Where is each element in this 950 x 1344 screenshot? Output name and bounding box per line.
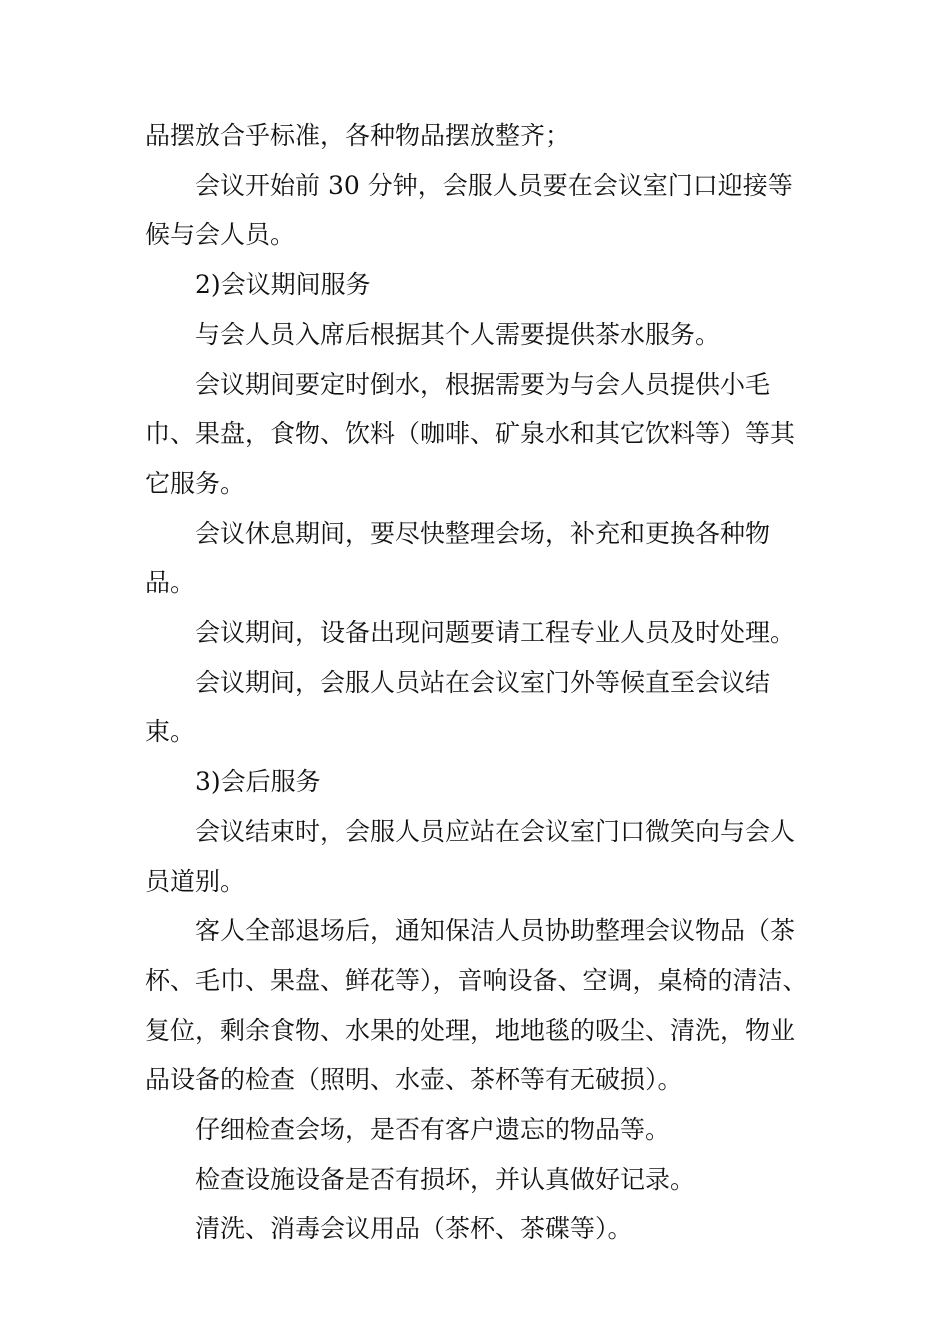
document-body [145, 111, 815, 1254]
paragraph-tea-service: 与会人员入席后根据其个人需要提供茶水服务。 [195, 319, 721, 349]
paragraph-continuation: 品摆放合乎标准，各种物品摆放整齐； [145, 121, 571, 150]
paragraph-farewell: 会议结束时，会服人员应站在会议室门口微笑向与会人员道别。 [145, 816, 796, 896]
paragraph-disinfect: 清洗、消毒会议用品（茶杯、茶碟等）。 [195, 1214, 633, 1244]
paragraph-equipment-issues: 会议期间，设备出现问题要请工程专业人员及时处理。 [195, 618, 796, 648]
paragraph-staff-waiting: 会议期间，会服人员站在会议室门外等候直至会议结束。 [145, 667, 771, 747]
paragraph-check-facilities: 检查设施设备是否有损坏，并认真做好记录。 [195, 1164, 696, 1194]
paragraph-break-tidy: 会议休息期间，要尽快整理会场，补充和更换各种物品。 [145, 518, 771, 598]
paragraph-refreshments: 会议期间要定时倒水，根据需要为与会人员提供小毛巾、果盘，食物、饮料（咖啡、矿泉水和其它饮料等）等其它服务。 [145, 369, 796, 498]
paragraph-check-venue: 仔细检查会场，是否有客户遗忘的物品等。 [195, 1115, 671, 1145]
section-heading-post-meeting: 3)会后服务 [195, 767, 321, 797]
section-heading-during-meeting: 2)会议期间服务 [195, 270, 371, 300]
paragraph-cleanup: 客人全部退场后，通知保洁人员协助整理会议物品（茶杯、毛巾、果盘、鲜花等），音响设备、空调，桌椅的清洁、复位，剩余食物、水果的处理，地地毯的吸尘、清洗，物业品设备的检查（照明、水壶、茶杯等有无破损）。 [145, 916, 808, 1095]
paragraph-pre-meeting-greeting: 会议开始前 30 分钟，会服人员要在会议室门口迎接等候与会人员。 [145, 170, 793, 250]
